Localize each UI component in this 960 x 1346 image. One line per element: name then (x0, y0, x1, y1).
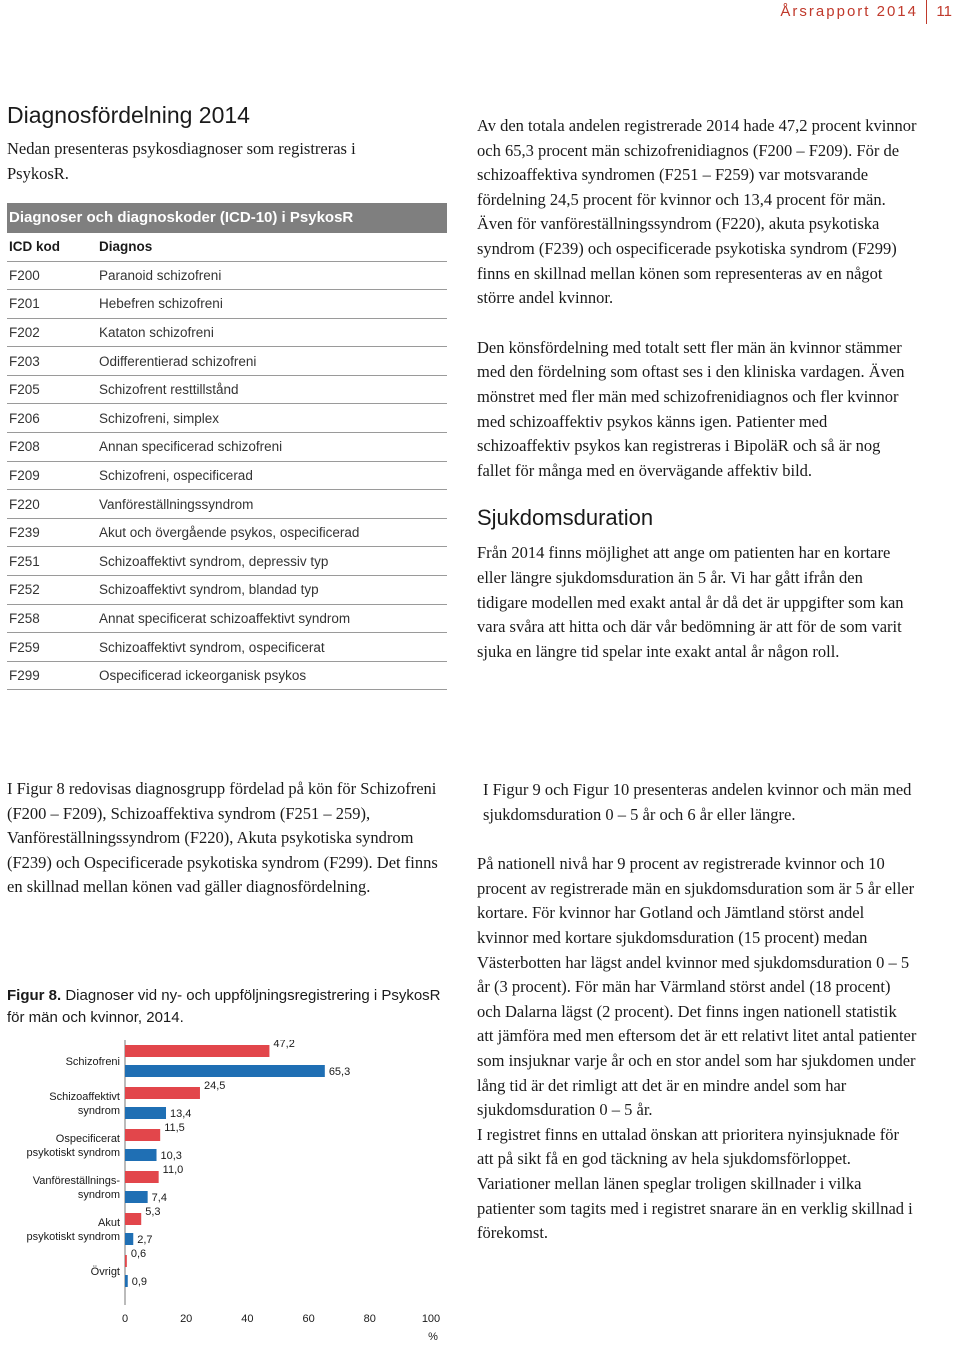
intro-paragraph: Nedan presenteras psykosdiagnoser som registreras i PsykosR. (7, 139, 356, 183)
header-divider (926, 0, 927, 24)
icd-code-cell: F299 (7, 661, 99, 690)
category-label: syndrom (77, 1189, 120, 1201)
icd-code-cell: F200 (7, 261, 99, 290)
figure-caption (7, 985, 447, 1029)
diagnosis-cell: Hebefren schizofreni (99, 290, 447, 319)
diagnosis-cell: Akut och övergående psykos, ospecificerad (99, 518, 447, 547)
bar-women (125, 1045, 269, 1057)
category-label: Akut (97, 1217, 120, 1229)
icd-code-cell: F203 (7, 347, 99, 376)
x-tick-label: 60 (302, 1313, 315, 1325)
diagnosis-cell: Annan specificerad schizofreni (99, 433, 447, 462)
table-row (7, 576, 447, 605)
icd-code-cell: F205 (7, 375, 99, 404)
table-caption: Diagnoser och diagnoskoder (ICD-10) i PsykosR (7, 203, 447, 233)
diagnosis-table (7, 203, 447, 690)
category-label: Övrigt (90, 1266, 120, 1278)
x-axis-unit: % (428, 1331, 438, 1343)
table-header-row (7, 233, 447, 261)
x-tick-label: 80 (363, 1313, 376, 1325)
paragraph-gender-distribution: Av den totala andelen registrerade 2014 hade 47,2 procent kvinnor och 65,3 procent män schizofrenidiagnos (F200 – F209). För de schizoaffektiva syndromen (F251 – F259) var motsvarande fördelning 24,5 procent för kvinnor och 13,4 procent för män. Även för vanföreställningssyndrom (F220), akuta psykotiska syndrom (F239) och ospecificerade psykotiska syndrom (F299) finns en skillnad mellan könen som representeras av en något större andel kvinnor. (477, 116, 917, 308)
bar-men (125, 1233, 133, 1245)
x-tick-label: 40 (241, 1313, 254, 1325)
paragraph-clinical-pattern: Den könsfördelning med totalt sett fler män än kvinnor stämmer med den fördelning som oftast ses i den kliniska vardagen. Även mönstret med fler män med schizofrenidiagnos och fler kvinnor med schizoaffektiv psykos känns igen. Patienter med schizoaffektiv psykos kan registreras i BipoläR och så är nog fallet för många med en övervägande affektiv bild. (477, 337, 905, 480)
category-label: Vanföreställnings- (32, 1175, 120, 1187)
diagnosis-cell: Annat specificerat schizoaffektivt syndrom (99, 604, 447, 633)
icd-code-cell: F206 (7, 404, 99, 433)
right-column (477, 114, 917, 664)
bar-men (125, 1149, 157, 1161)
figure-intro (7, 777, 447, 900)
x-tick-label: 100 (421, 1313, 441, 1325)
table-row (7, 518, 447, 547)
icd-code-cell: F208 (7, 433, 99, 462)
table-row (7, 547, 447, 576)
category-label: psykotiskt syndrom (26, 1231, 120, 1243)
value-label-men: 65,3 (328, 1066, 351, 1078)
table-row (7, 433, 447, 462)
duration-heading: Sjukdomsduration (477, 505, 654, 531)
bar-women (125, 1171, 159, 1183)
category-label: Ospecificerat (55, 1133, 120, 1145)
bar-men (125, 1065, 325, 1077)
table-row (7, 261, 447, 290)
value-label-men: 13,4 (170, 1108, 192, 1120)
table-row (7, 318, 447, 347)
section-title: Diagnosfördelning 2014 (7, 102, 250, 128)
value-label-women: 11,5 (164, 1122, 185, 1134)
value-label-women: 0,6 (130, 1248, 147, 1260)
table-row (7, 347, 447, 376)
value-label-women: 47,2 (273, 1040, 295, 1050)
diagnosis-cell: Schizofreni, ospecificerad (99, 461, 447, 490)
diagnosis-cell: Schizoaffektivt syndrom, depressiv typ (99, 547, 447, 576)
table-row (7, 490, 447, 519)
value-label-women: 11,0 (162, 1164, 184, 1176)
value-label-men: 10,3 (160, 1150, 182, 1162)
diagnosis-cell: Schizoaffektivt syndrom, blandad typ (99, 576, 447, 605)
table-row (7, 461, 447, 490)
paragraph-national-level: På nationell nivå har 9 procent av registrerade kvinnor och 10 procent av registrerade män en sjukdomsduration som är 5 år eller kortare. För kvinnor har Gotland och Jämtland störst andel kvinnor med kortare sjukdomsduration (15 procent) medan Västerbotten har lägst andel kvinnor med sjukdomsduration 0 – 5 år (3 procent). För män har Värmland störst andel (18 procent) och Dalarna lägst (2 procent). Det finns ingen nationell statistik att jämföra med men eftersom det är ett relativt litet antal patienter som insjuknar varje år och en stor andel som har sjukdomen under lång tid är det rimligt att det är en mindre andel som har sjukdomsduration 0 – 5 år. (477, 854, 917, 1120)
paragraph-figure-reference: I Figur 9 och Figur 10 presenteras andelen kvinnor och män med sjukdomsduration 0 – 5 år och 6 år eller längre. (483, 780, 912, 824)
diagnosis-cell: Vanföreställningssyndrom (99, 490, 447, 519)
bar-men (125, 1107, 166, 1119)
figure-intro-paragraph: I Figur 8 redovisas diagnosgrupp fördelad på kön för Schizofreni (F200 – F209), Schizoaffektiva syndrom (F251 – 259), Vanföreställningssyndrom (F220), Akuta psykotiska syndrom (F239) och Ospecificerade psykotiska syndrom (F299). Det finns en skillnad mellan könen vad gäller diagnosfördelning. (7, 779, 438, 897)
table-row (7, 633, 447, 662)
table-row (7, 604, 447, 633)
bar-women (125, 1213, 141, 1225)
page-number: 11 (936, 3, 952, 20)
diagnosis-cell: Schizoaffektivt syndrom, ospecificerat (99, 633, 447, 662)
column-header-diagnosis: Diagnos (99, 233, 447, 261)
value-label-women: 24,5 (203, 1080, 226, 1092)
diagnosis-cell: Ospecificerad ickeorganisk psykos (99, 661, 447, 690)
icd-code-cell: F251 (7, 547, 99, 576)
figure-label: Figur 8. (7, 987, 62, 1004)
category-label: psykotiskt syndrom (26, 1147, 120, 1159)
report-title: Årsrapport 2014 (780, 3, 918, 20)
bar-men (125, 1275, 128, 1287)
bar-women (125, 1087, 200, 1099)
diagnosis-cell: Paranoid schizofreni (99, 261, 447, 290)
figure-caption-text: Diagnoser vid ny- och uppföljningsregistrering i PsykosR för män och kvinnor, 2014. (7, 987, 441, 1026)
diagnosis-cell: Schizofreni, simplex (99, 404, 447, 433)
table-row (7, 404, 447, 433)
icd-code-cell: F258 (7, 604, 99, 633)
icd-code-cell: F259 (7, 633, 99, 662)
diagnosis-cell: Schizofrent resttillstånd (99, 375, 447, 404)
icd-code-cell: F239 (7, 518, 99, 547)
table-row (7, 661, 447, 690)
bar-women (125, 1129, 160, 1141)
value-label-men: 2,7 (137, 1234, 153, 1246)
table-body (7, 261, 447, 690)
diagnosis-cell: Kataton schizofreni (99, 318, 447, 347)
value-label-men: 0,9 (131, 1276, 148, 1288)
icd-code-cell: F209 (7, 461, 99, 490)
bar-women (125, 1255, 127, 1267)
paragraph-duration-intro: Från 2014 finns möjlighet att ange om patienten har en kortare eller längre sjukdomsduration än 5 år. Vi har gått ifrån den tidigare modellen med exakt antal år då det är uppgifter som kan vara svåra att hitta och där vår bedömning är att för de som varit sjuka en längre tid spelar inte exakt antal år någon roll. (477, 543, 904, 661)
icd-code-cell: F220 (7, 490, 99, 519)
x-tick-label: 0 (121, 1313, 129, 1325)
icd-code-cell: F201 (7, 290, 99, 319)
category-label: syndrom (77, 1105, 120, 1117)
diagnosis-bar-chart (0, 1040, 470, 1346)
value-label-women: 5,3 (145, 1206, 161, 1218)
page-header (0, 0, 960, 28)
value-label-men: 7,4 (151, 1192, 167, 1204)
paragraph-registry-priority: I registret finns en uttalad önskan att prioritera nyinsjuknade för att på sikt få en god täckning av hela sjukdomsförloppet. Variationer mellan länen speglar troligen skillnader i vilka patienter som tagits med i registret snarare än en verklig skillnad i förekomst. (477, 1124, 913, 1243)
category-label: Schizoaffektivt (49, 1091, 120, 1103)
bar-men (125, 1191, 148, 1203)
table-row (7, 290, 447, 319)
category-label: Schizofreni (65, 1056, 120, 1068)
icd-code-cell: F202 (7, 318, 99, 347)
right-column-lower (477, 778, 917, 1246)
diagnosis-cell: Odifferentierad schizofreni (99, 347, 447, 376)
icd-code-cell: F252 (7, 576, 99, 605)
column-header-code: ICD kod (7, 233, 99, 261)
section-intro (7, 102, 447, 186)
table-row (7, 375, 447, 404)
x-tick-label: 20 (180, 1313, 193, 1325)
